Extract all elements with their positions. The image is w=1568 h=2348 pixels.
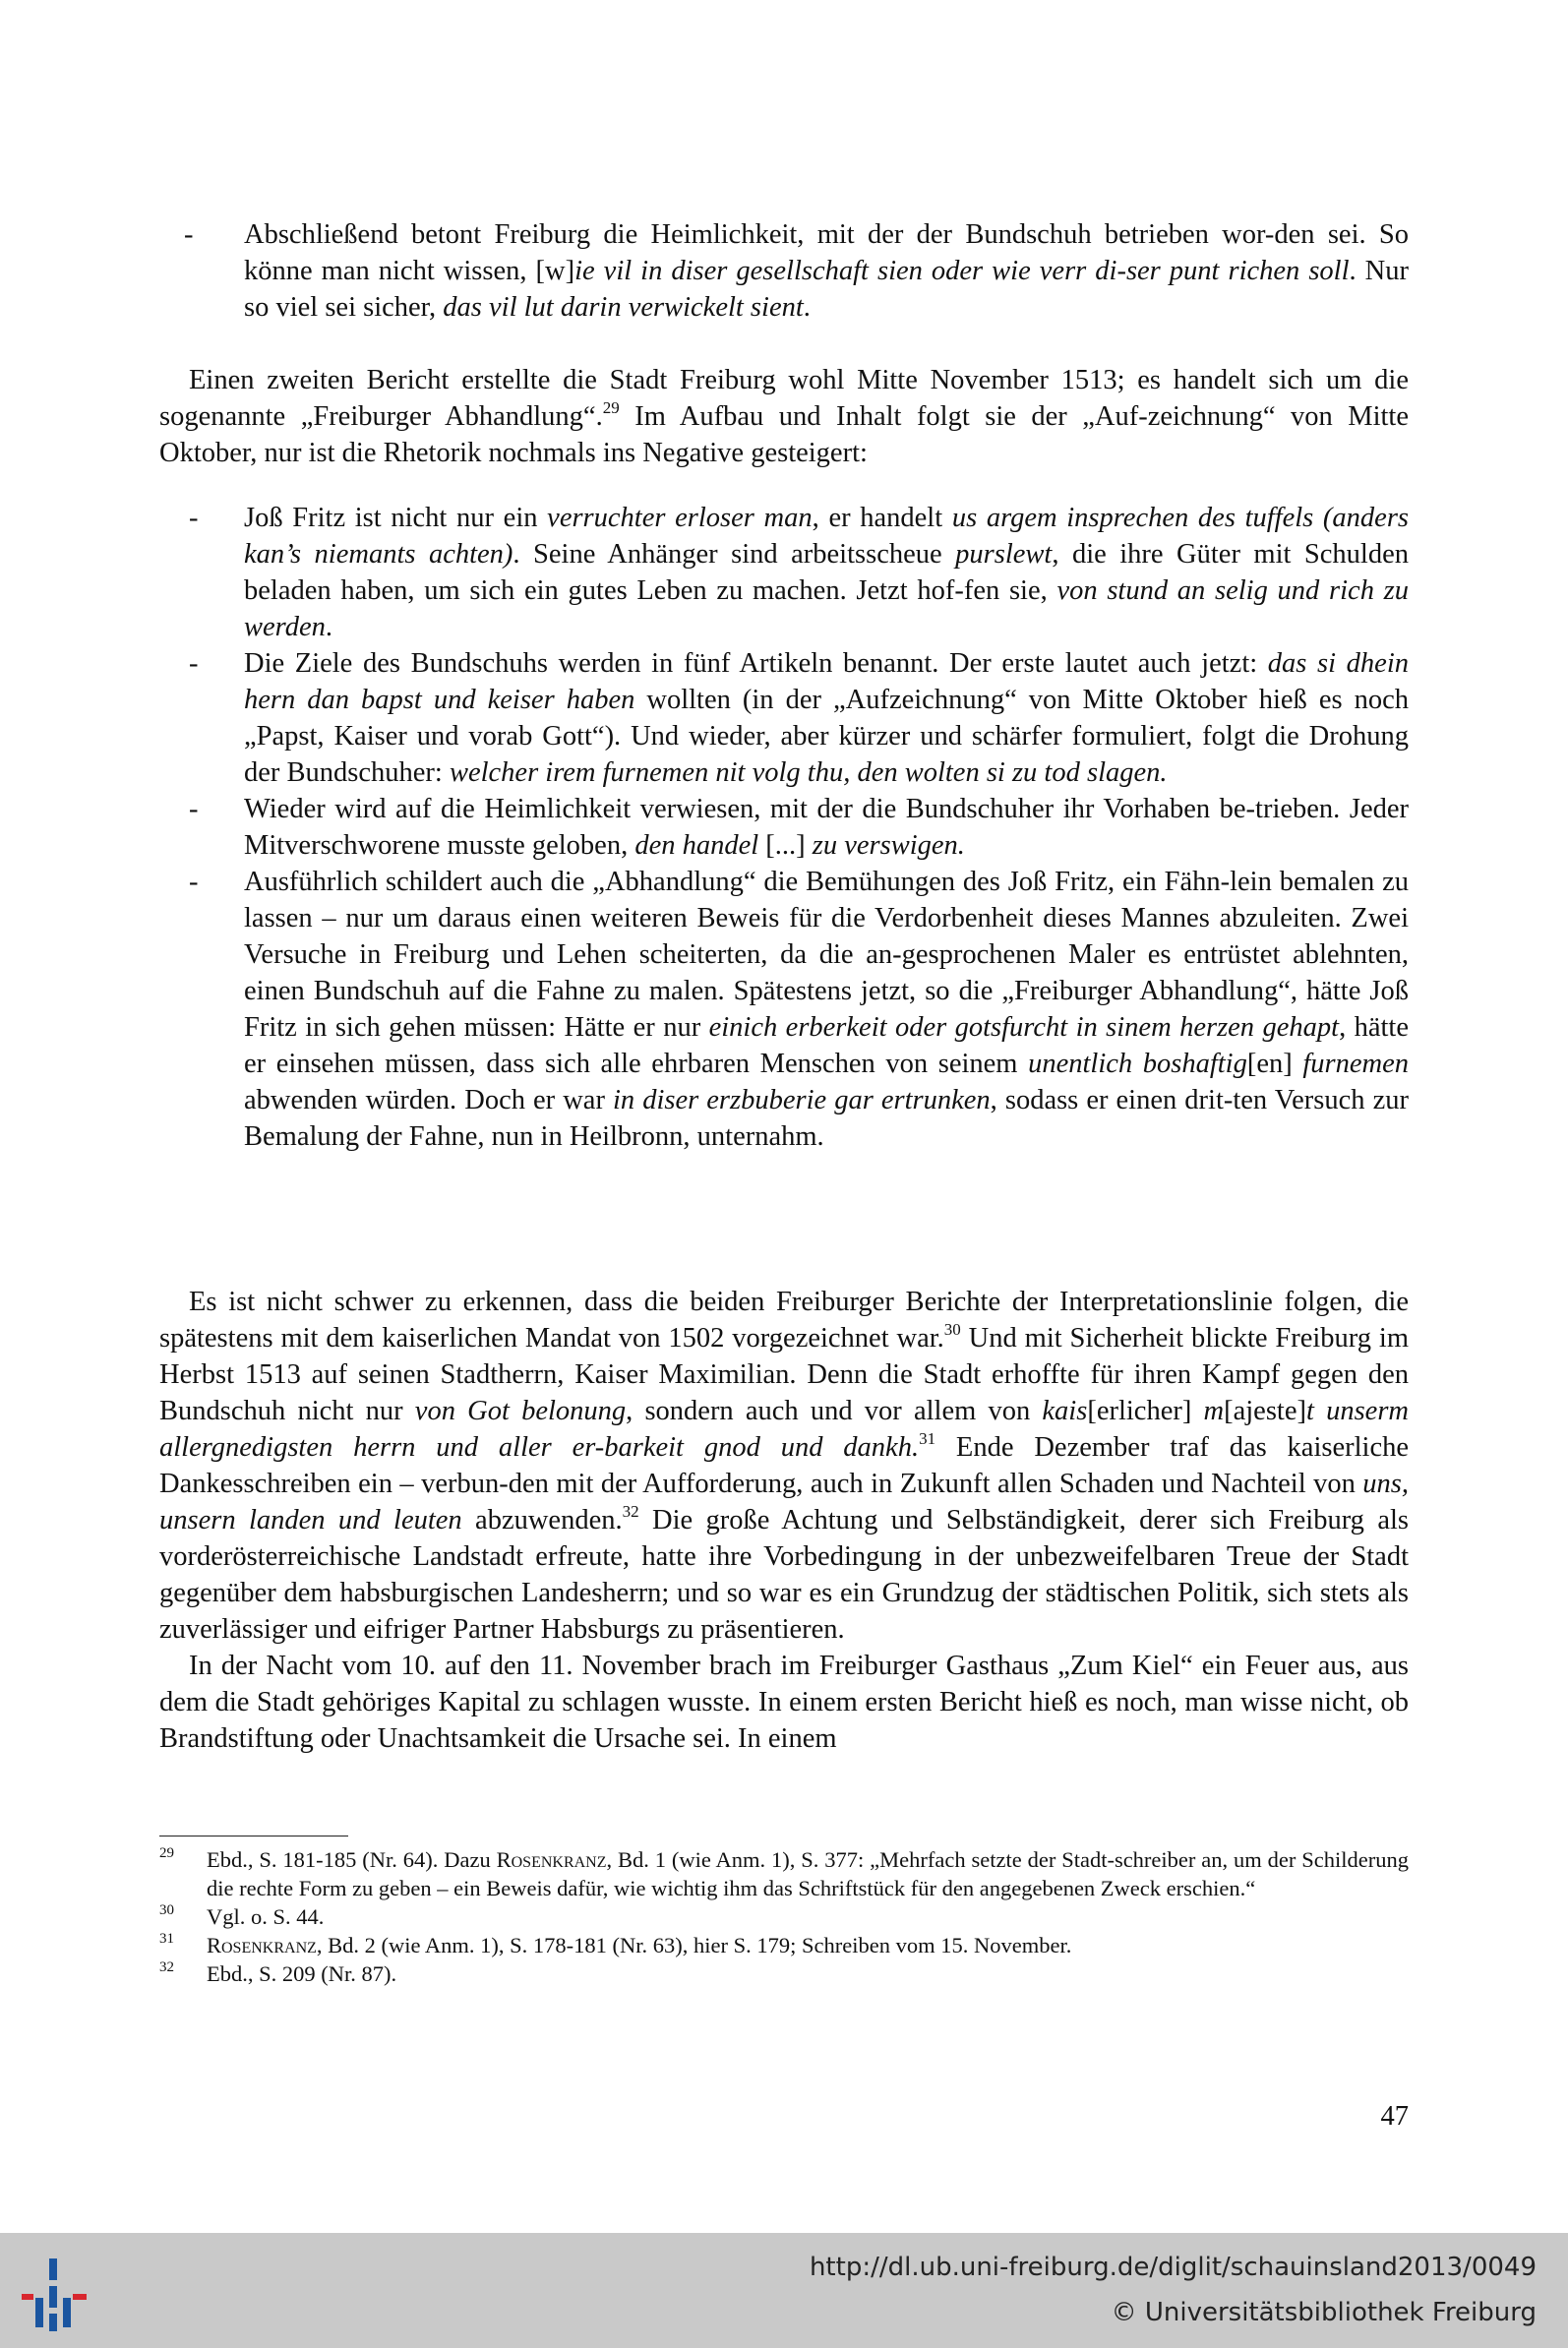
list-item [159, 864, 1409, 1155]
text-run: Die große Achtung und Selbständigkeit, derer sich Freiburg als vorderösterreichische Landstadt erfreute, hatte ihre Vorbedingung in der unbezweifelbaren Treue der Stadt gegenüber dem habsburgischen Landesherrn; und so war es ein Grundzug der städtischen Politik, sich stets als zuverlässiger und eifriger Partner Habsburgs zu präsentieren. [159, 1505, 1409, 1645]
text-run: . Seine Anhänger sind arbeitsscheue [513, 539, 956, 570]
text-run: . [325, 612, 332, 642]
quote-run: in diser erzbuberie gar ertrunken [613, 1085, 991, 1115]
text-run: abzuwenden. [461, 1505, 623, 1535]
text-run: Und mit Sicherheit blickte Freiburg im Herbst 1513 auf seinen Stadtherrn, Kaiser Maximilian. Denn die Stadt erhoffte für ihren Kampf gegen den Bundschuh nicht nur [159, 1323, 1410, 1426]
text-run: Ebd., S. 209 (Nr. 87). [207, 1961, 397, 1986]
bullet-dash: - [184, 219, 194, 250]
bullet-dash: - [189, 648, 199, 679]
quote-run: das si dhein hern dan bapst und keiser haben [244, 648, 1409, 715]
footnotes [159, 1845, 1409, 1988]
quote-run: den handel [634, 830, 759, 861]
ub-freiburg-logo-icon[interactable] [20, 2255, 98, 2333]
bullet-block-2 [159, 500, 1409, 1155]
paragraph-1 [159, 362, 1409, 471]
text-run: . Nur so viel sei sicher, [244, 256, 1409, 323]
text-run: [erlicher] [1087, 1396, 1204, 1426]
text-run: Es ist nicht schwer zu erkennen, dass die beiden Freiburger Berichte der Interpretationslinie folgen, die spätestens mit dem kaiserlichen Mandat von 1502 vorgezeichnet war. [159, 1287, 1409, 1354]
text-run: Wieder wird auf die Heimlichkeit verwiesen, mit der die Bundschuher ihr Vorhaben be-trieben. Jeder Mitverschworene musste geloben, [244, 794, 1409, 861]
text-run: [en] [1246, 1049, 1303, 1079]
quote-run: von Got belonung [414, 1396, 627, 1426]
text-run: , sondern auch und vor allem von [626, 1396, 1043, 1426]
text-run: , die ihre Güter mit Schulden beladen haben, um sich ein gutes Leben zu machen. Jetzt hof-fen sie, [244, 539, 1409, 606]
copyright-notice: © Universitätsbibliothek Freiburg [1111, 2298, 1537, 2327]
text-run: [...] [758, 830, 813, 861]
paragraph-2 [159, 1284, 1409, 1757]
bullet-dash: - [189, 794, 199, 824]
footnote [159, 1902, 1409, 1931]
author-name: Rosenkranz [496, 1847, 607, 1872]
quote-run: ie vil in diser gesellschaft sien oder wie verr di-ser punt richen soll [574, 256, 1350, 286]
footnote [159, 1931, 1409, 1959]
quote-run: unentlich boshaftig [1028, 1049, 1247, 1079]
footnote [159, 1959, 1409, 1988]
bullet-list-1 [159, 216, 1409, 326]
footnote-ref[interactable]: 30 [943, 1319, 961, 1339]
list-item [159, 216, 1409, 326]
footnote-ref[interactable]: 31 [919, 1428, 936, 1448]
footnote-number: 32 [159, 1959, 174, 1975]
quote-run: einich erberkeit oder gotsfurcht in sinem herzen gehapt [708, 1012, 1340, 1043]
text-run: Vgl. o. S. 44. [207, 1904, 325, 1929]
list-item [159, 500, 1409, 645]
quote-run: verruchter erloser man [547, 503, 813, 533]
quote-run: uns, unsern landen und leuten [159, 1469, 1409, 1535]
quote-run: kais [1042, 1396, 1088, 1426]
text-run: wollten (in der „Aufzeichnung“ von Mitte Oktober hieß es noch „Papst, Kaiser und vorab Gott“). Und wieder, aber kürzer und schärfer formuliert, folgt die Drohung der Bundschuher: [244, 685, 1409, 788]
footnote-number: 31 [159, 1931, 174, 1947]
text-run: . [803, 292, 811, 323]
footnote-number: 30 [159, 1902, 174, 1918]
text-run: Ende Dezember traf das kaiserliche Dankesschreiben ein – verbun-den mit der Aufforderung, auch in Zukunft allen Schaden und Nachteil von [159, 1432, 1409, 1499]
bullet-block-1 [159, 216, 1409, 326]
quote-run: m [1203, 1396, 1225, 1426]
quote-run: furnemen [1302, 1049, 1409, 1079]
bullet-dash: - [189, 503, 199, 533]
quote-run: purslewt [955, 539, 1053, 570]
text-run: , Bd. 1 (wie Anm. 1), S. 377: „Mehrfach setzte der Stadt-schreiber an, um der Schilderung die rechte Form zu geben – ein Beweis dafür, wie wichtig ihm das Schriftstück für den angegebenen Zweck erschien.“ [207, 1847, 1409, 1900]
text-run: Einen zweiten Bericht erstellte die Stadt Freiburg wohl Mitte November 1513; es handelt sich um die sogenannte „Freiburger Abhandlung“. [159, 365, 1409, 432]
footnote [159, 1845, 1409, 1902]
text-run: abwenden würden. Doch er war [244, 1085, 613, 1115]
document-url-link[interactable]: http://dl.ub.uni-freiburg.de/diglit/schauinsland2013/0049 [809, 2253, 1537, 2282]
footnote-ref[interactable]: 29 [602, 397, 620, 417]
list-item [159, 791, 1409, 864]
text-run: Abschließend betont Freiburg die Heimlichkeit, mit der der Bundschuh betrieben wor-den sei. So könne man nicht wissen, [w] [244, 219, 1409, 286]
page-number: 47 [1380, 2101, 1409, 2132]
text-run: , Bd. 2 (wie Anm. 1), S. 178-181 (Nr. 63), hier S. 179; Schreiben vom 15. November. [316, 1933, 1072, 1957]
footer-bar [0, 2233, 1568, 2348]
quote-run: von stund an selig und rich zu werden [244, 575, 1409, 642]
bullet-list-2 [159, 500, 1409, 1155]
text-run: Ebd., S. 181-185 (Nr. 64). Dazu [207, 1847, 497, 1872]
quote-run: zu verswigen. [812, 830, 965, 861]
text-run: [ajeste] [1224, 1396, 1306, 1426]
author-name: Rosenkranz [207, 1933, 317, 1957]
quote-run: us argem insprechen des tuffels (anders kan’s niemants achten) [244, 503, 1409, 570]
text-run: Joß Fritz ist nicht nur ein [244, 503, 548, 533]
quote-run: t unserm allergnedigsten herrn und aller er-barkeit gnod und dankh. [159, 1396, 1409, 1463]
text-run: , er handelt [812, 503, 952, 533]
text-run: , sodass er einen drit-ten Versuch zur Bemalung der Fahne, nun in Heilbronn, unternahm. [244, 1085, 1409, 1152]
footnote-ref[interactable]: 32 [622, 1501, 639, 1521]
bullet-dash: - [189, 867, 199, 897]
list-item [159, 645, 1409, 791]
text-run: Die Ziele des Bundschuhs werden in fünf Artikeln benannt. Der erste lautet auch jetzt: [244, 648, 1268, 679]
text-run: Ausführlich schildert auch die „Abhandlung“ die Bemühungen des Joß Fritz, ein Fähn-lein bemalen zu lassen – nur um daraus einen weiteren Beweis für die Verdorbenheit dieses Mannes abzuleiten. Zwei Versuche in Freiburg und Lehen scheiterten, da die an-gesprochenen Maler es entrüstet ablehnten, einen Bundschuh auf die Fahne zu malen. Spätestens jetzt, so die „Freiburger Abhandlung“, hätte Joß Fritz in sich gehen müssen: Hätte er nur [244, 867, 1409, 1043]
text-run: , hätte er einsehen müssen, dass sich alle ehrbaren Menschen von seinem [244, 1012, 1409, 1079]
quote-run: welcher irem furnemen nit volg thu, den wolten si zu tod slagen. [449, 757, 1168, 788]
paragraph-3: In der Nacht vom 10. auf den 11. November brach im Freiburger Gasthaus „Zum Kiel“ ein Feuer aus, aus dem die Stadt gehöriges Kapital zu schlagen wusste. In einem ersten Bericht hieß es noch, man wisse nicht, ob Brandstiftung oder Unachtsamkeit die Ursache sei. In einem [159, 1651, 1409, 1754]
text-run: Im Aufbau und Inhalt folgt sie der „Auf-zeichnung“ von Mitte Oktober, nur ist die Rhetorik nochmals ins Negative gesteigert: [159, 401, 1409, 468]
footnote-number: 29 [159, 1845, 174, 1861]
quote-run: das vil lut darin verwickelt sient [443, 292, 804, 323]
